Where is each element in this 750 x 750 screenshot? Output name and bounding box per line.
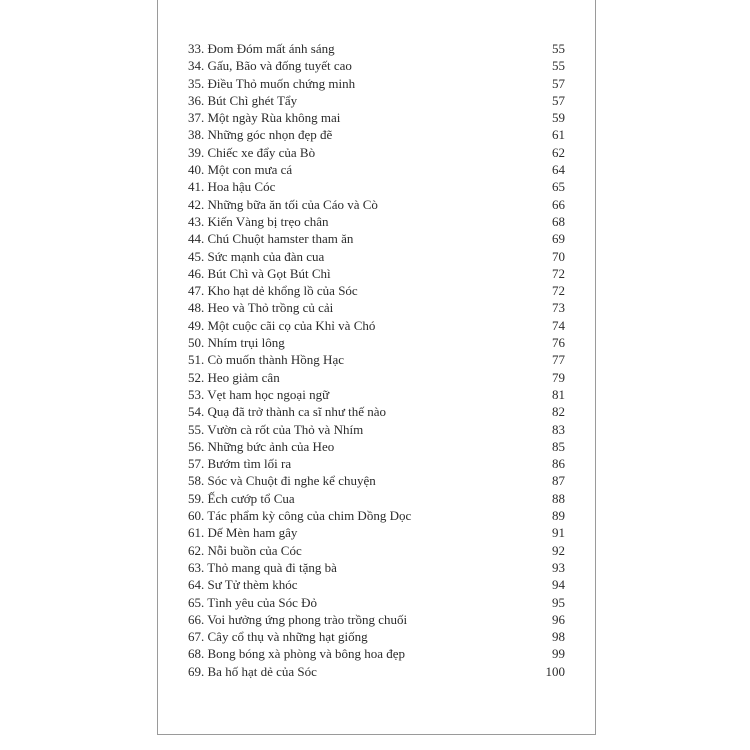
toc-entry-title: 59. Ếch cướp tổ Cua [188, 490, 295, 506]
toc-entry-title: 51. Cò muốn thành Hồng Hạc [188, 352, 344, 368]
toc-entry-page-number: 72 [552, 265, 565, 281]
toc-entry-page-number: 76 [552, 335, 565, 351]
toc-entry [188, 126, 565, 143]
toc-entry-title: 44. Chú Chuột hamster tham ăn [188, 231, 354, 247]
toc-entry-title: 45. Sức mạnh của đàn cua [188, 248, 325, 264]
toc-entry-page-number: 89 [552, 508, 565, 524]
book-page [157, 0, 596, 735]
toc-entry [188, 438, 565, 455]
toc-entry-title: 33. Đom Đóm mất ánh sáng [188, 41, 335, 56]
toc-entry [188, 161, 565, 178]
toc-entry [188, 611, 565, 628]
toc-entry-page-number: 79 [552, 369, 565, 385]
toc-entry-title: 53. Vẹt ham học ngoại ngữ [188, 386, 330, 402]
toc-entry-page-number: 72 [552, 283, 565, 299]
toc-entry-title: 40. Một con mưa cá [188, 162, 293, 178]
toc-entry-title: 38. Những góc nhọn đẹp đẽ [188, 127, 333, 143]
toc-entry-page-number: 73 [552, 300, 565, 316]
toc-entry-page-number: 100 [545, 663, 565, 679]
toc-entry [188, 386, 565, 403]
toc-entry-title: 66. Voi hưởng ứng phong trào trồng chuối [188, 611, 408, 627]
toc-entry-title: 43. Kiến Vàng bị trẹo chân [188, 213, 329, 229]
toc-entry-page-number: 92 [552, 542, 565, 558]
toc-entry [188, 542, 565, 559]
toc-entry [188, 144, 565, 161]
toc-entry-page-number: 82 [552, 404, 565, 420]
toc-entry-page-number: 93 [552, 559, 565, 575]
toc-entry-title: 48. Heo và Thỏ trồng củ cải [188, 300, 334, 316]
toc-entry-page-number: 65 [552, 179, 565, 195]
toc-entry [188, 178, 565, 195]
toc-entry-page-number: 70 [552, 248, 565, 264]
toc-entry [188, 421, 565, 438]
toc-entry [188, 213, 565, 230]
toc-entry [188, 230, 565, 247]
toc-entry-page-number: 55 [552, 58, 565, 74]
toc-entry [188, 559, 565, 576]
toc-entry [188, 663, 565, 680]
toc-entry-title: 60. Tác phẩm kỳ công của chim Dồng Dọc [188, 508, 412, 524]
toc-entry [188, 282, 565, 299]
toc-entry-page-number: 69 [552, 231, 565, 247]
toc-entry-title: 61. Dế Mèn ham gây [188, 525, 298, 541]
toc-entry [188, 576, 565, 593]
toc-entry-title: 41. Hoa hậu Cóc [188, 179, 276, 195]
toc-entry [188, 317, 565, 334]
toc-entry-title: 46. Bút Chì và Gọt Bút Chì [188, 265, 331, 281]
toc-entry-page-number: 55 [552, 41, 565, 56]
toc-entry [188, 109, 565, 126]
toc-entry [188, 196, 565, 213]
toc-entry-page-number: 64 [552, 162, 565, 178]
toc-entry [188, 57, 565, 74]
toc-entry-page-number: 57 [552, 92, 565, 108]
toc-entry-title: 49. Một cuộc cãi cọ của Khỉ và Chó [188, 317, 376, 333]
toc-entry-title: 69. Ba hố hạt dẻ của Sóc [188, 663, 317, 679]
toc-entry-page-number: 66 [552, 196, 565, 212]
toc-entry-title: 52. Heo giảm cân [188, 369, 280, 385]
toc-entry [188, 403, 565, 420]
toc-entry-page-number: 81 [552, 386, 565, 402]
toc-entry [188, 265, 565, 282]
toc-entry [188, 75, 565, 92]
toc-entry-title: 34. Gấu, Bão và đống tuyết cao [188, 58, 352, 74]
toc-entry-title: 65. Tình yêu của Sóc Đỏ [188, 594, 318, 610]
toc-entry-page-number: 99 [552, 646, 565, 662]
toc-entry [188, 248, 565, 265]
toc-entry-page-number: 94 [552, 577, 565, 593]
toc-entry-title: 50. Nhím trụi lông [188, 335, 285, 351]
toc-entry-page-number: 61 [552, 127, 565, 143]
toc-entry-page-number: 98 [552, 629, 565, 645]
toc-entry-title: 55. Vườn cà rốt của Thỏ và Nhím [188, 421, 364, 437]
toc-entry-title: 36. Bút Chì ghét Tẩy [188, 92, 298, 108]
toc-entry-title: 39. Chiếc xe đẩy của Bò [188, 144, 316, 160]
toc-entry-title: 47. Kho hạt dẻ khổng lồ của Sóc [188, 283, 358, 299]
toc-entry-page-number: 96 [552, 611, 565, 627]
toc-entry-page-number: 86 [552, 456, 565, 472]
toc-entry [188, 645, 565, 662]
toc-entry [188, 299, 565, 316]
toc-entry-title: 42. Những bữa ăn tối của Cáo và Cò [188, 196, 378, 212]
toc-entry-title: 37. Một ngày Rùa không mai [188, 110, 341, 126]
toc-entry-page-number: 95 [552, 594, 565, 610]
toc-entry [188, 507, 565, 524]
toc-entry [188, 351, 565, 368]
toc-entry-page-number: 88 [552, 490, 565, 506]
toc-entry [188, 628, 565, 645]
toc-entry-page-number: 85 [552, 438, 565, 454]
toc-entry-title: 54. Quạ đã trở thành ca sĩ như thế nào [188, 404, 387, 420]
toc-entry-page-number: 59 [552, 110, 565, 126]
toc-entry-page-number: 87 [552, 473, 565, 489]
toc-entry-title: 68. Bong bóng xà phòng và bông hoa đẹp [188, 646, 406, 662]
toc-entry-title: 56. Những bức ảnh của Heo [188, 438, 335, 454]
toc-entry-title: 35. Điều Thỏ muốn chứng minh [188, 75, 356, 91]
toc-entry [188, 369, 565, 386]
toc-entry-page-number: 62 [552, 144, 565, 160]
toc-entry-page-number: 77 [552, 352, 565, 368]
table-of-contents [188, 40, 565, 680]
toc-entry-page-number: 74 [552, 317, 565, 333]
toc-entry-title: 62. Nỗi buồn của Cóc [188, 542, 302, 558]
toc-entry [188, 334, 565, 351]
toc-entry-title: 67. Cây cổ thụ và những hạt giống [188, 629, 368, 645]
toc-entry-title: 63. Thỏ mang quà đi tặng bà [188, 559, 337, 575]
toc-entry-title: 58. Sóc và Chuột đi nghe kể chuyện [188, 473, 376, 489]
toc-entry-page-number: 68 [552, 213, 565, 229]
toc-entry [188, 40, 565, 57]
toc-entry [188, 594, 565, 611]
toc-entry-page-number: 57 [552, 75, 565, 91]
toc-entry [188, 455, 565, 472]
toc-entry-page-number: 83 [552, 421, 565, 437]
toc-entry [188, 524, 565, 541]
toc-entry [188, 490, 565, 507]
toc-entry [188, 92, 565, 109]
toc-entry-title: 57. Bướm tìm lối ra [188, 456, 292, 472]
toc-entry-page-number: 91 [552, 525, 565, 541]
toc-entry [188, 472, 565, 489]
toc-entry-title: 64. Sư Tử thèm khóc [188, 577, 298, 593]
